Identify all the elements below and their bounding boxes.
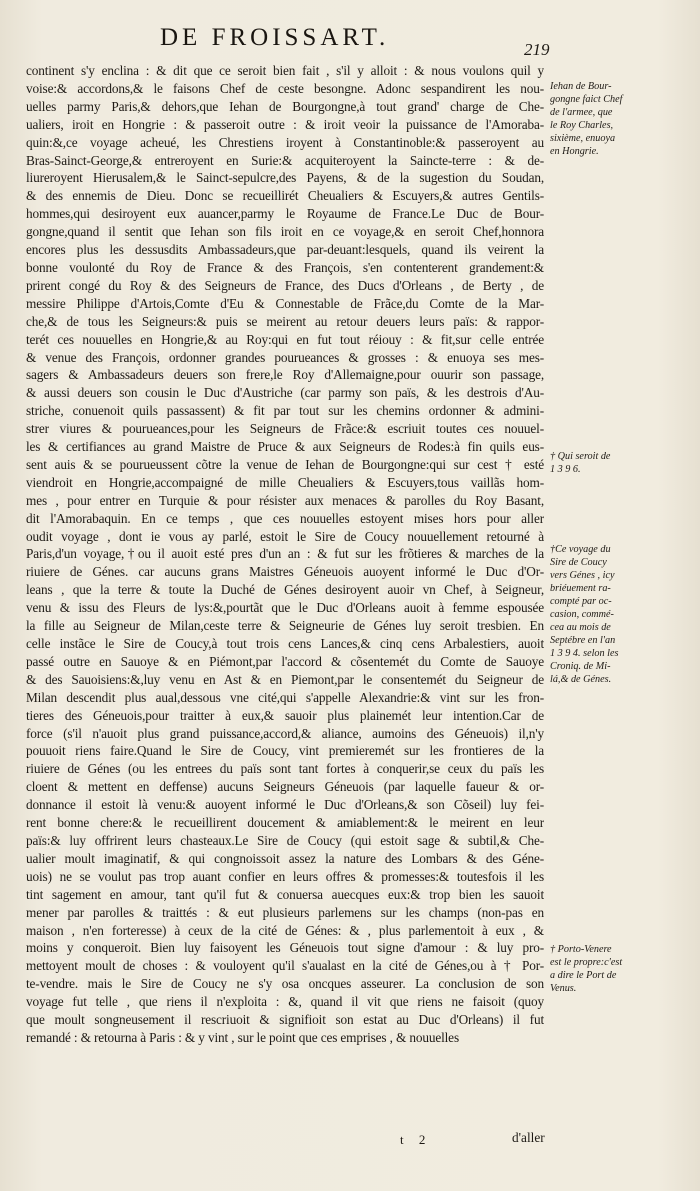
margin-note-voyage-sire-de-coucy (550, 543, 700, 686)
page-number: 219 (524, 40, 550, 59)
text-line: force (s'il n'auoit plus grand puissance,accord,& aliance, aumoins des Géneuois) il,n'y (26, 725, 544, 741)
text-line: hommes,qui desiroyent eux auancer,parmy le Royaume de France.Le Duc de Bour- (26, 206, 544, 222)
text-line: sent auis & se pourueussent cõtre la venue de Iehan de Bourgongne:qui sur cest † esté (26, 456, 544, 472)
margin-note-line: cea au mois de (550, 622, 611, 633)
text-line: leans , que la terre & toute la Duché de Génes desiroyent auoir vn Chef, à Seigneur, (26, 582, 544, 598)
page-header (0, 24, 700, 59)
text-line: moins y conqueroit. Bien luy faisoyent les Géneuois tout signe d'amour : & luy pro- (26, 940, 544, 956)
margin-note-line: sixième, enuoya (550, 133, 616, 144)
margin-note-line: briéuement ra- (550, 583, 611, 594)
text-line: cloent & mettent en deffense) aucuns Seigneurs Géneuois (par laquelle faueur & or- (26, 779, 544, 795)
margin-note-line: Septébre en l'an (550, 635, 616, 646)
text-line: uelles parmy Paris,& dehors,que Iehan de Bourgongne,à tout grand' charge de Che- (26, 98, 544, 114)
margin-note-line: lá,& de Génes. (550, 674, 612, 685)
text-line: Bras-Sainct-George,& entreroyent en Surie:& acquiteroyent la Saincte-terre : & de- (26, 152, 544, 168)
text-line: maison , n'en forteresse) à ceux de la cité de Génes: & , plus parlementoit à eux , & (26, 922, 544, 938)
text-line: continent s'y enclina : & dit que ce seroit bien fait , s'il y alloit : & nous voulons quil y (26, 63, 544, 78)
text-line: mes , pour entrer en Turquie & pour résister aux menaces & parolles du Roy Basant, (26, 492, 544, 508)
text-line: tieres des Géneuois,pour traitter à eux,& sauoir plus plainemét leur intention.Car de (26, 707, 544, 723)
margin-note-line: compté par oc- (550, 596, 612, 607)
text-line: prirent congé du Roy & des Seigneurs de France, des Ducs d'Orleans , de Berty , de (26, 277, 544, 293)
margin-note-line: Venus. (550, 983, 577, 994)
text-line: oudit voyage , dont ie vous ay parlé, estoit le Sire de Coucy nouuellement retourné à (26, 528, 544, 544)
text-line: Paris,d'un voyage,†ou il auoit esté pres d'un an : & fut sur les frõtieres & marches de la (26, 546, 544, 562)
margin-note-line: †Ce voyage du (550, 544, 611, 555)
margin-note-line: casion, commé- (550, 609, 614, 620)
margin-note-line: est le propre:c'est (550, 957, 623, 968)
margin-note-line: Sire de Coucy (550, 557, 607, 568)
margin-note-qui-seroit (550, 450, 700, 476)
text-line: tint sagement en amour, tant qu'il fut & conuersa auecques eux:& trop bien les sauoit (26, 886, 544, 902)
margin-note-line: Croniq. de Mi- (550, 661, 611, 672)
text-line: donnance il estoit là venu:& auoyent informé le Duc d'Orleans,& son Cõseil) luy fei- (26, 797, 544, 813)
text-line: viendroit en Hongrie,accompaigné de mille Cheualiers & Escuyers,tous vaillãs hom- (26, 474, 544, 490)
text-line: messire Philippe d'Artois,Comte d'Eu & Connestable de Frãce,du Comte de la Mar- (26, 295, 544, 311)
text-line: striche, conuenoit quils passassent) & fit par tout sur les chemins ordonner & admini- (26, 403, 544, 419)
text-line: che,& de tous les Seigneurs:& puis se meirent au retour deuers leurs païs: & rappor- (26, 313, 544, 329)
main-text-block (26, 62, 544, 1047)
text-line: que moult songneusement il rescriuoit & signifioit son estat au Duc d'Orleans) il fut (26, 1012, 544, 1028)
text-line: voise:& accordons,& le faisons Chef de ceste besongne. Adonc sespandirent les nou- (26, 80, 544, 96)
text-line: strer viures & pourueances,pour les Seigneurs de Frãce:& escriuit toutes ces nouuel- (26, 421, 544, 437)
text-line: mettoyent moult de choses : & vouloyent qu'il s'aualast en la cité de Génes,ou à † Por- (26, 958, 544, 974)
text-line: rent bonne chere:& le recueillirent doucement & amiablement:& le meirent en leur (26, 815, 544, 831)
text-line: voyage fut telle , que riens il n'exploita : &, quand il vit que riens ne faisoit (quoy (26, 994, 544, 1010)
text-line: riuiere de Génes. car aucuns grans Maistres Géneuois auoyent informé le Duc d'Or- (26, 564, 544, 580)
text-line: celle instãce le Sire de Coucy,à tout trois cens Lances,& cinq cens Arbalestiers, auoit (26, 636, 544, 651)
text-line: la fille au Seigneur de Milan,ceste terre & Seigneurie de Génes luy seroit tresbien. En (26, 618, 544, 634)
margin-note-line: gongne faict Chef (550, 94, 623, 105)
text-line: bonne voulonté du Roy de France & des François, s'en contenterent grandement:& (26, 259, 544, 275)
text-line: mener par parolles & traittés : & eut plusieurs parlemens sur les champs (non-pas en (26, 904, 544, 920)
text-line: uois) ne se voulut pas trop auant confier en leurs offres & promesses:& toutesfois il les (26, 868, 544, 884)
margin-note-line: en Hongrie. (550, 146, 599, 157)
margin-note-line: a dire le Port de (550, 970, 617, 981)
text-line: gongne,quand il sentit que Iehan son fils iroit en ce voyage,& en seroit Chef,honnora (26, 224, 544, 240)
text-line: terét ces nouuelles en Hongrie,& au Roy:qui en fut tout réiouy : & fit,sur celle entrée (26, 331, 544, 347)
margin-note-line: Iehan de Bour- (550, 81, 612, 92)
text-line: païs:& luy offrirent leurs chasteaux.Le Sire de Coucy (qui estoit sage & subtil,& Che- (26, 832, 544, 848)
margin-note-jehan-de-bourgongne (550, 80, 700, 158)
text-line: ualiers, iroit en Hongrie : & passeroit outre : & iroit veoir la puissance de l'Amoraba- (26, 116, 544, 132)
text-line: venu & issu des Fleurs de lys:&,pourtãt que le Duc d'Orleans auoit à femme espousée (26, 600, 544, 616)
margin-note-line: † Qui seroit de (550, 451, 611, 462)
text-line: & venue des François, ordonner grandes pourueances & grosses : & enuoya ses mes- (26, 349, 544, 365)
text-line: pouuoit riens faire.Quand le Sire de Coucy, vint premieremét sur les frontieres de la (26, 743, 544, 759)
text-line: & des Sauoisiens:&,luy venu en Ast & en Piemont,par le consentemét du Seigneur de (26, 671, 544, 687)
text-line: riuiere de Génes (ou les entrees du païs sont tant fortes à conquerir,se ceux du païs les (26, 761, 544, 777)
text-line: sagers & Ambassadeurs deuers son frere,le Roy d'Allemaigne,pour ouurir son passage, (26, 367, 544, 383)
text-line: & des ennemis de Dieu. Donc se recueillirét Cheualiers & Escuyers,& autres Gentils- (26, 188, 544, 204)
text-line: quin:&,ce voyage acheué, les Chrestiens iroyent à Constantinoble:& passeroyent au (26, 134, 544, 150)
margin-note-line: de l'armee, que (550, 107, 613, 118)
text-line: liureroyent Hierusalem,& le Sainct-sepulcre,des Payens, & de la sugestion du Soudan, (26, 170, 544, 186)
margin-note-porto-venere (550, 943, 700, 995)
text-line: encores plus les dessusdits Ambassadeurs,que par-deuant:lesquels, quand ils veirent la (26, 242, 544, 258)
text-line: passé outre en Sauoye & en Piémont,par l'accord & cõsentemét du Comte de Sauoye (26, 653, 544, 669)
text-line: ualier moult imaginatif, & qui congnoissoit assez la nature des Lombars & des Géne- (26, 850, 544, 866)
text-line: Milan descendit plus aual,dessous vne cité,qui s'appelle Alexandrie:& vint sur les fron- (26, 689, 544, 705)
text-line: dit l'Amorabaquin. En ce temps , que ces nouuelles estoyent mises hors pour aller (26, 510, 544, 526)
margin-note-line: vers Génes , icy (550, 570, 615, 581)
signature-mark: t 2 (400, 1132, 432, 1147)
text-line: les & certifiances au grand Maistre de Pruce & aux Seigneurs de Rodes:à fin quils eus- (26, 439, 544, 455)
margin-note-line: le Roy Charles, (550, 120, 614, 131)
catchword: d'aller (512, 1130, 545, 1145)
margin-note-line: 1 3 9 6. (550, 464, 581, 475)
running-title: DE FROISSART. (160, 24, 390, 51)
text-line: remandé : & retourna à Paris : & y vint , sur le point que ces emprises , & nouuelles (26, 1029, 459, 1045)
margin-note-line: † Porto-Venere (550, 944, 612, 955)
text-line: te-vendre. mais le Sire de Coucy ne s'y osa oncques asseurer. La conclusion de son (26, 976, 544, 992)
margin-note-line: 1 3 9 4. selon les (550, 648, 619, 659)
text-line: & aussi deuers son cousin le Duc d'Austriche (car parmy son païs, & les destrois d'Au- (26, 385, 544, 401)
